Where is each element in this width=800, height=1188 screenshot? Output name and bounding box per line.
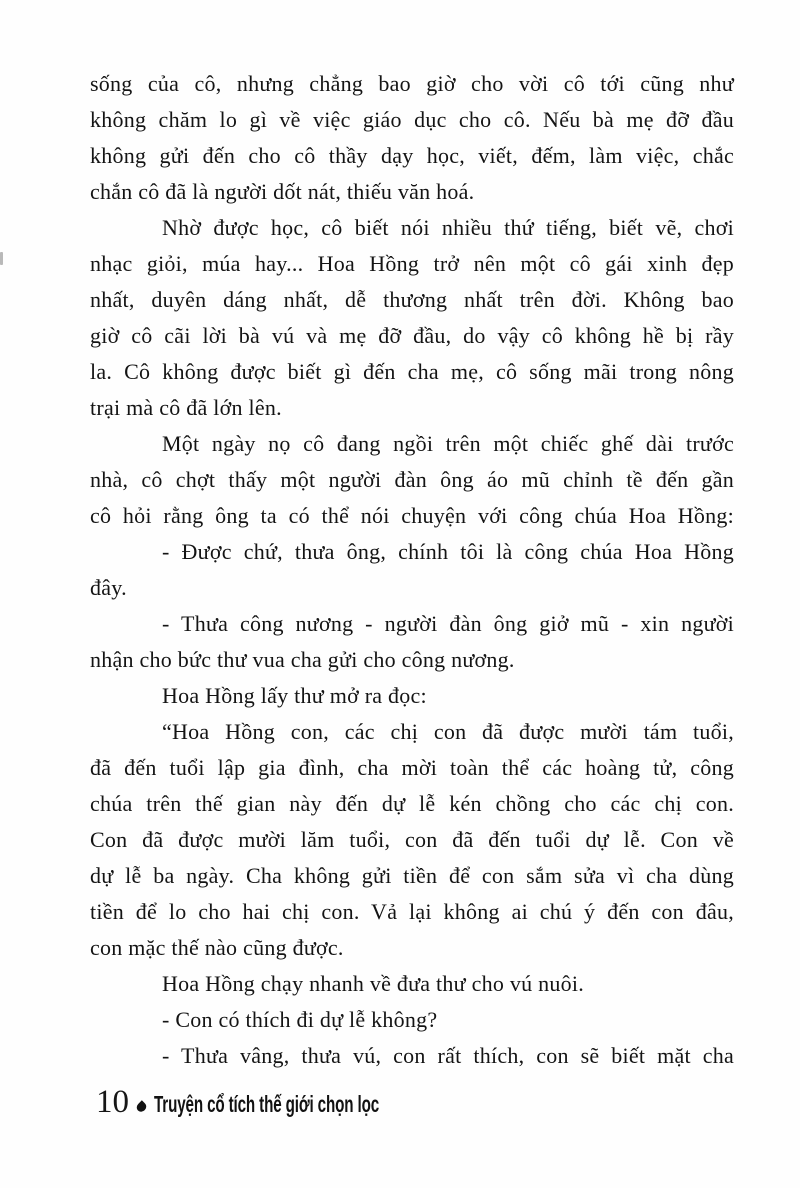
drop-icon: [135, 1100, 148, 1113]
text-line: sống của cô, nhưng chẳng bao giờ cho vời cô tới cũng như: [90, 71, 734, 96]
paragraph: [90, 1038, 734, 1074]
text-line: chúa trên thế gian này đến dự lễ kén chồng cho các chị con.: [90, 791, 734, 816]
text-line: giờ cô cãi lời bà vú và mẹ đỡ đầu, do vậy cô không hề bị rầy: [90, 323, 734, 348]
paragraph: [90, 678, 734, 714]
paragraph: [90, 534, 734, 606]
text-line: - Con có thích đi dự lễ không?: [162, 1007, 438, 1032]
text-line: nhạc giỏi, múa hay... Hoa Hồng trở nên một cô gái xinh đẹp: [90, 251, 734, 276]
scan-artifact: [0, 252, 3, 265]
page-number: 10: [96, 1084, 129, 1120]
text-line: Nhờ được học, cô biết nói nhiều thứ tiếng, biết vẽ, chơi: [162, 215, 734, 240]
paragraph: [90, 66, 734, 210]
text-line: la. Cô không được biết gì đến cha mẹ, cô sống mãi trong nông: [90, 359, 734, 384]
paragraph: [90, 210, 734, 426]
paragraph: [90, 606, 734, 678]
text-line: - Thưa công nương - người đàn ông giở mũ - xin người: [162, 611, 734, 636]
text-line: nhất, duyên dáng nhất, dễ thương nhất trên đời. Không bao: [90, 287, 734, 312]
text-line: Hoa Hồng lấy thư mở ra đọc:: [162, 683, 427, 708]
text-line: chắn cô đã là người dốt nát, thiếu văn hoá.: [90, 179, 475, 204]
text-line: “Hoa Hồng con, các chị con đã được mười tám tuổi,: [162, 719, 734, 744]
story-text: [90, 66, 734, 1074]
text-line: dự lễ ba ngày. Cha không gửi tiền để con sắm sửa vì cha dùng: [90, 863, 734, 888]
paragraph: [90, 1002, 734, 1038]
text-line: không gửi đến cho cô thầy dạy học, viết, đếm, làm việc, chắc: [90, 143, 734, 168]
text-line: con mặc thế nào cũng được.: [90, 935, 344, 960]
text-line: Con đã được mười lăm tuổi, con đã đến tuổi dự lễ. Con về: [90, 827, 734, 852]
text-line: không chăm lo gì về việc giáo dục cho cô. Nếu bà mẹ đỡ đầu: [90, 107, 734, 132]
text-line: Hoa Hồng chạy nhanh về đưa thư cho vú nuôi.: [162, 971, 584, 996]
paragraph: [90, 714, 734, 966]
text-line: đã đến tuổi lập gia đình, cha mời toàn thể các hoàng tử, công: [90, 755, 734, 780]
paragraph: [90, 966, 734, 1002]
text-line: đây.: [90, 575, 127, 600]
text-line: tiền để lo cho hai chị con. Vả lại không ai chú ý đến con đâu,: [90, 899, 734, 924]
text-line: nhà, cô chợt thấy một người đàn ông áo mũ chỉnh tề đến gần: [90, 467, 734, 492]
text-line: Một ngày nọ cô đang ngồi trên một chiếc ghế dài trước: [162, 431, 734, 456]
paragraph: [90, 426, 734, 534]
text-line: nhận cho bức thư vua cha gửi cho công nương.: [90, 647, 515, 672]
text-line: - Thưa vâng, thưa vú, con rất thích, con sẽ biết mặt cha: [162, 1043, 734, 1068]
page-footer: [96, 1086, 495, 1119]
text-line: cô hỏi rằng ông ta có thể nói chuyện với công chúa Hoa Hồng:: [90, 503, 734, 528]
book-title: Truyện cổ tích thế giới chọn lọc: [154, 1091, 380, 1117]
text-line: trại mà cô đã lớn lên.: [90, 395, 282, 420]
text-line: - Được chứ, thưa ông, chính tôi là công chúa Hoa Hồng: [162, 539, 734, 564]
